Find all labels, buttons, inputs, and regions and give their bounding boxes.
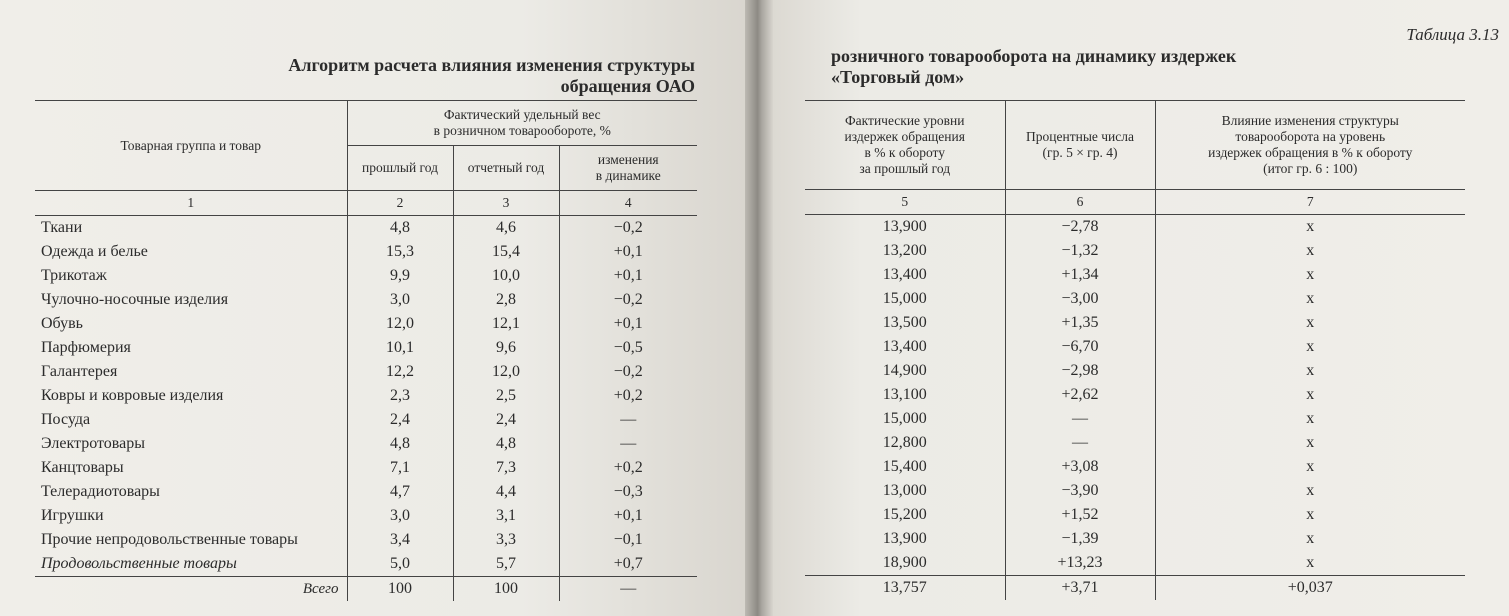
row-name: Игрушки [41, 507, 104, 524]
table-row [35, 504, 697, 528]
row-percent-number: +1,34 [1005, 263, 1155, 287]
header-col6-line-2: (гр. 5 × гр. 4) [1042, 145, 1118, 160]
row-change: −0,2 [559, 216, 697, 241]
table-row [35, 432, 697, 456]
row-name: Электротовары [41, 435, 145, 452]
row-cost-level: 13,400 [882, 338, 927, 355]
row-cost-level: 13,000 [882, 482, 927, 499]
row-curr-share: 2,8 [453, 288, 559, 312]
row-prev-share: 10,1 [347, 336, 453, 360]
row-cost-level: 13,500 [882, 314, 927, 331]
table-row [805, 383, 1465, 407]
row-prev-share: 15,3 [347, 240, 453, 264]
row-cost-level: 18,900 [882, 554, 927, 571]
table-row [35, 216, 697, 241]
row-effect: x [1155, 287, 1465, 311]
row-prev-share: 3,0 [347, 288, 453, 312]
row-curr-share: 7,3 [453, 456, 559, 480]
row-change: +0,1 [559, 264, 697, 288]
row-prev-share: 4,8 [347, 216, 453, 241]
row-name: Одежда и белье [41, 243, 148, 260]
row-prev-share: 7,1 [347, 456, 453, 480]
structure-table-right [805, 100, 1465, 600]
row-change: +0,2 [559, 456, 697, 480]
col-number-6: 6 [1005, 190, 1155, 215]
header-col7-line-1: Влияние изменения структуры [1221, 113, 1399, 128]
table-row [35, 408, 697, 432]
total-pct: +3,71 [1005, 576, 1155, 601]
right-table-body [805, 215, 1465, 576]
left-page-title [288, 55, 695, 97]
row-prev-share: 5,0 [347, 552, 453, 577]
row-cost-level: 12,800 [882, 434, 927, 451]
table-row [35, 288, 697, 312]
row-percent-number: +1,52 [1005, 503, 1155, 527]
table-row [35, 384, 697, 408]
row-curr-share: 4,6 [453, 216, 559, 241]
row-curr-share: 4,4 [453, 480, 559, 504]
title-line-2: обращения ОАО [560, 76, 695, 96]
row-change: +0,1 [559, 312, 697, 336]
col-number-3: 3 [453, 191, 559, 216]
row-curr-share: 2,4 [453, 408, 559, 432]
table-row [35, 336, 697, 360]
header-share-line-2: в розничном товарообороте, % [433, 123, 611, 138]
row-effect: x [1155, 383, 1465, 407]
header-col5-line-1: Фактические уровни [845, 113, 965, 128]
row-effect: x [1155, 455, 1465, 479]
header-change-line-2: в динамике [595, 168, 661, 183]
book-gutter [745, 0, 773, 616]
table-row [805, 311, 1465, 335]
table-row [35, 552, 697, 577]
title-line-1: розничного товарооборота на динамику издержек [831, 46, 1237, 66]
header-prev-year: прошлый год [347, 146, 453, 191]
row-change: −0,2 [559, 288, 697, 312]
header-group-label: Товарная группа и товар [120, 137, 261, 153]
row-change: +0,1 [559, 504, 697, 528]
left-page [0, 0, 745, 616]
header-col5-line-2: издержек обращения [844, 129, 965, 144]
col-number-5: 5 [805, 190, 1005, 215]
header-col5 [805, 101, 1005, 190]
table-row [805, 527, 1465, 551]
table-row [805, 407, 1465, 431]
row-change: +0,1 [559, 240, 697, 264]
row-percent-number: −2,98 [1005, 359, 1155, 383]
row-curr-share: 12,0 [453, 360, 559, 384]
table-row [35, 264, 697, 288]
col-number-2: 2 [347, 191, 453, 216]
table-row [805, 287, 1465, 311]
row-curr-share: 4,8 [453, 432, 559, 456]
header-col5-line-3: в % к обороту [864, 145, 945, 160]
row-curr-share: 12,1 [453, 312, 559, 336]
table-row [35, 528, 697, 552]
row-name: Обувь [41, 315, 83, 332]
table-label: Таблица 3.13 [1406, 25, 1499, 44]
row-name: Ткани [41, 219, 83, 236]
row-cost-level: 13,100 [882, 386, 927, 403]
header-col7 [1155, 101, 1465, 190]
row-prev-share: 3,4 [347, 528, 453, 552]
total-change: — [559, 577, 697, 602]
title-line-1: Алгоритм расчета влияния изменения структуры [288, 55, 695, 75]
col-number-1: 1 [35, 191, 347, 216]
row-percent-number: +3,08 [1005, 455, 1155, 479]
row-name: Продовольственные товары [41, 555, 237, 572]
row-cost-level: 15,000 [882, 290, 927, 307]
row-curr-share: 5,7 [453, 552, 559, 577]
row-percent-number: −3,00 [1005, 287, 1155, 311]
table-row [35, 480, 697, 504]
row-change: −0,1 [559, 528, 697, 552]
row-cost-level: 13,900 [882, 530, 927, 547]
row-cost-level: 15,000 [882, 410, 927, 427]
header-change-line-1: изменения [597, 152, 659, 167]
table-row [805, 479, 1465, 503]
col-number-4: 4 [559, 191, 697, 216]
table-row [35, 312, 697, 336]
row-prev-share: 4,7 [347, 480, 453, 504]
row-curr-share: 2,5 [453, 384, 559, 408]
table-row [35, 456, 697, 480]
row-name: Парфюмерия [41, 339, 131, 356]
row-cost-level: 13,400 [882, 266, 927, 283]
row-effect: x [1155, 263, 1465, 287]
row-name: Прочие непродовольственные товары [41, 531, 298, 548]
row-effect: x [1155, 407, 1465, 431]
row-effect: x [1155, 431, 1465, 455]
header-change [559, 146, 697, 191]
table-row [35, 360, 697, 384]
row-effect: x [1155, 551, 1465, 576]
row-cost-level: 15,400 [882, 458, 927, 475]
title-line-2: «Торговый дом» [831, 67, 965, 87]
table-row [35, 240, 697, 264]
row-name: Ковры и ковровые изделия [41, 387, 224, 404]
row-cost-level: 14,900 [882, 362, 927, 379]
row-curr-share: 9,6 [453, 336, 559, 360]
row-curr-share: 3,1 [453, 504, 559, 528]
row-change: −0,2 [559, 360, 697, 384]
header-col6-line-1: Процентные числа [1026, 129, 1134, 144]
row-prev-share: 12,2 [347, 360, 453, 384]
row-name: Чулочно-носочные изделия [41, 291, 229, 308]
right-page-title [831, 46, 1236, 88]
row-prev-share: 2,3 [347, 384, 453, 408]
total-curr: 100 [453, 577, 559, 602]
row-curr-share: 10,0 [453, 264, 559, 288]
header-share-label [347, 101, 697, 146]
total-effect: +0,037 [1155, 576, 1465, 601]
row-curr-share: 3,3 [453, 528, 559, 552]
row-cost-level: 13,900 [882, 218, 927, 235]
row-percent-number: +2,62 [1005, 383, 1155, 407]
row-prev-share: 9,9 [347, 264, 453, 288]
row-percent-number: −3,90 [1005, 479, 1155, 503]
row-effect: x [1155, 359, 1465, 383]
row-name: Посуда [41, 411, 91, 428]
row-change: +0,7 [559, 552, 697, 577]
row-change: −0,5 [559, 336, 697, 360]
header-report-year: отчетный год [453, 146, 559, 191]
table-row [805, 455, 1465, 479]
row-effect: x [1155, 503, 1465, 527]
row-cost-level: 15,200 [882, 506, 927, 523]
header-col5-line-4: за прошлый год [859, 161, 951, 176]
row-cost-level: 13,200 [882, 242, 927, 259]
table-row [805, 239, 1465, 263]
header-col7-line-3: издержек обращения в % к обороту [1208, 145, 1413, 160]
row-prev-share: 3,0 [347, 504, 453, 528]
row-effect: x [1155, 215, 1465, 240]
row-name: Телерадиотовары [41, 483, 160, 500]
header-share-line-1: Фактический удельный вес [443, 107, 601, 122]
row-prev-share: 12,0 [347, 312, 453, 336]
header-col7-line-2: товарооборота на уровень [1235, 129, 1386, 144]
table-row [805, 503, 1465, 527]
total-prev: 100 [347, 577, 453, 602]
structure-table-left [35, 100, 697, 601]
row-prev-share: 4,8 [347, 432, 453, 456]
total-label: Всего [35, 577, 347, 602]
row-change: +0,2 [559, 384, 697, 408]
col-number-7: 7 [1155, 190, 1465, 215]
row-percent-number: +13,23 [1005, 551, 1155, 576]
row-percent-number: −1,39 [1005, 527, 1155, 551]
row-change: −0,3 [559, 480, 697, 504]
total-level: 13,757 [805, 576, 1005, 601]
left-table-body [35, 216, 697, 577]
row-effect: x [1155, 239, 1465, 263]
row-effect: x [1155, 335, 1465, 359]
table-row [805, 263, 1465, 287]
row-percent-number: −1,32 [1005, 239, 1155, 263]
row-percent-number: −6,70 [1005, 335, 1155, 359]
table-row [805, 215, 1465, 240]
header-col7-line-4: (итог гр. 6 : 100) [1263, 161, 1358, 176]
row-percent-number: — [1005, 431, 1155, 455]
row-effect: x [1155, 479, 1465, 503]
row-change: — [559, 432, 697, 456]
row-percent-number: — [1005, 407, 1155, 431]
table-row [805, 431, 1465, 455]
table-row [805, 359, 1465, 383]
table-row [805, 551, 1465, 576]
row-percent-number: −2,78 [1005, 215, 1155, 240]
row-effect: x [1155, 527, 1465, 551]
row-percent-number: +1,35 [1005, 311, 1155, 335]
row-prev-share: 2,4 [347, 408, 453, 432]
row-name: Канцтовары [41, 459, 124, 476]
right-page [773, 0, 1509, 616]
row-change: — [559, 408, 697, 432]
row-effect: x [1155, 311, 1465, 335]
row-name: Галантерея [41, 363, 118, 380]
row-curr-share: 15,4 [453, 240, 559, 264]
table-row [805, 335, 1465, 359]
row-name: Трикотаж [41, 267, 107, 284]
header-col6 [1005, 101, 1155, 190]
